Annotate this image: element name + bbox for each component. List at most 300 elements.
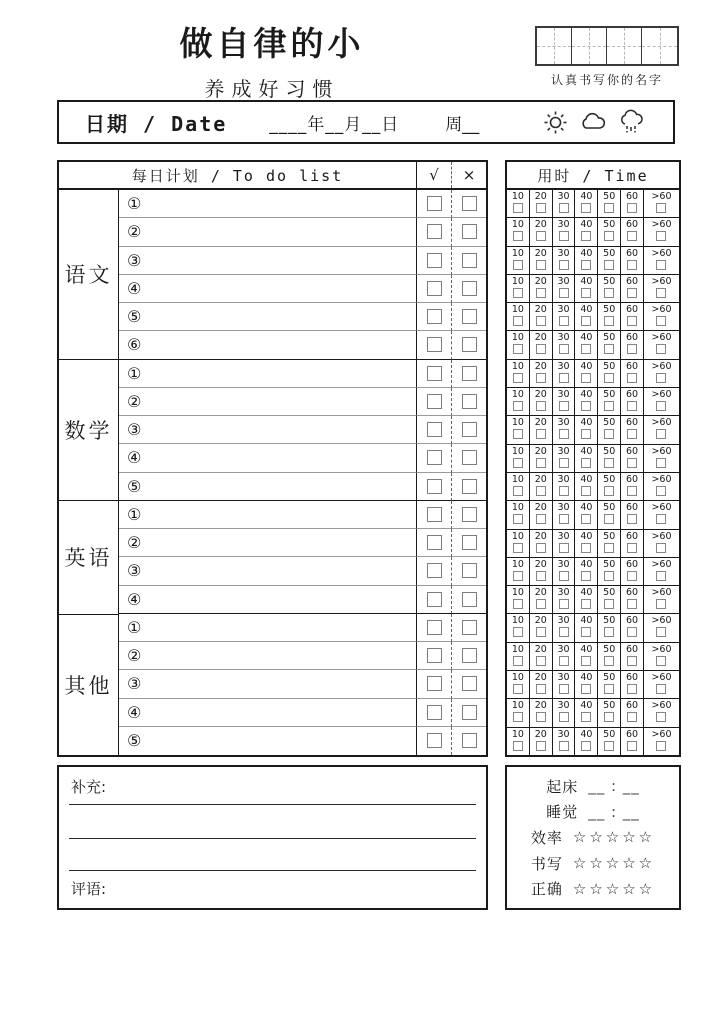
time-slot-label: 10 bbox=[511, 700, 524, 712]
time-slot-checkbox[interactable] bbox=[536, 231, 546, 241]
time-slot-checkbox[interactable] bbox=[559, 344, 569, 354]
todo-item-field[interactable]: ② bbox=[119, 642, 416, 670]
efficiency-label: 效率 bbox=[530, 828, 563, 847]
time-slot-cell bbox=[552, 473, 575, 500]
time-slot-checkbox[interactable] bbox=[604, 288, 614, 298]
todo-missed-cell bbox=[451, 331, 486, 359]
todo-missed-checkbox[interactable] bbox=[462, 422, 477, 437]
time-slot-checkbox[interactable] bbox=[513, 458, 523, 468]
todo-done-checkbox[interactable] bbox=[427, 733, 442, 748]
time-slot-checkbox[interactable] bbox=[536, 373, 546, 383]
time-slot-checkbox[interactable] bbox=[581, 543, 591, 553]
time-slot-checkbox[interactable] bbox=[627, 373, 637, 383]
time-body bbox=[507, 190, 679, 755]
category-label: 英语 bbox=[59, 501, 118, 614]
time-slot-cell bbox=[507, 614, 529, 641]
todo-done-checkbox[interactable] bbox=[427, 450, 442, 465]
time-slot-checkbox[interactable] bbox=[627, 599, 637, 609]
todo-item-field[interactable]: ⑤ bbox=[127, 731, 142, 751]
efficiency-stars[interactable]: ☆☆☆☆☆ bbox=[572, 828, 656, 847]
name-cell[interactable] bbox=[572, 28, 607, 64]
todo-item-row bbox=[119, 473, 486, 501]
todo-missed-cell bbox=[451, 190, 486, 218]
time-slot-label: 60 bbox=[626, 389, 639, 401]
time-slot-checkbox[interactable] bbox=[536, 486, 546, 496]
todo-done-cell bbox=[416, 190, 451, 218]
time-row bbox=[507, 530, 679, 558]
todo-missed-checkbox[interactable] bbox=[462, 253, 477, 268]
time-slot-checkbox[interactable] bbox=[513, 429, 523, 439]
time-slot-checkbox[interactable] bbox=[513, 316, 523, 326]
todo-item-field[interactable]: ⑥ bbox=[119, 331, 416, 359]
time-slot-label: 60 bbox=[626, 304, 639, 316]
time-slot-label: 10 bbox=[511, 360, 524, 372]
time-slot-label: 10 bbox=[511, 530, 524, 542]
time-slot-label: 40 bbox=[580, 304, 593, 316]
time-table bbox=[505, 160, 681, 757]
time-header-title: 用时 / Time bbox=[507, 162, 679, 190]
time-slot-checkbox[interactable] bbox=[536, 288, 546, 298]
todo-done-checkbox[interactable] bbox=[427, 366, 442, 381]
time-slot-checkbox[interactable] bbox=[656, 260, 666, 270]
time-slot-checkbox[interactable] bbox=[604, 741, 614, 751]
todo-item-field[interactable]: ⑤ bbox=[119, 303, 416, 331]
todo-missed-checkbox[interactable] bbox=[462, 507, 477, 522]
time-slot-checkbox[interactable] bbox=[536, 401, 546, 411]
time-slot-checkbox[interactable] bbox=[581, 571, 591, 581]
time-slot-checkbox[interactable] bbox=[604, 514, 614, 524]
time-slot-label: 40 bbox=[580, 445, 593, 457]
todo-done-checkbox[interactable] bbox=[427, 422, 442, 437]
time-slot-checkbox[interactable] bbox=[656, 571, 666, 581]
writing-line[interactable] bbox=[69, 870, 476, 871]
todo-item-field[interactable]: ③ bbox=[119, 247, 416, 275]
time-slot-checkbox[interactable] bbox=[513, 344, 523, 354]
time-slot-checkbox[interactable] bbox=[604, 203, 614, 213]
time-slot-checkbox[interactable] bbox=[581, 514, 591, 524]
time-slot-checkbox[interactable] bbox=[559, 486, 569, 496]
todo-missed-checkbox[interactable] bbox=[462, 705, 477, 720]
time-slot-checkbox[interactable] bbox=[581, 401, 591, 411]
todo-done-checkbox[interactable] bbox=[427, 592, 442, 607]
time-slot-checkbox[interactable] bbox=[604, 373, 614, 383]
time-slot-checkbox[interactable] bbox=[559, 288, 569, 298]
wake-time-field[interactable]: __ : __ bbox=[588, 777, 640, 796]
weekday-blank-field[interactable]: 周__ bbox=[445, 114, 480, 135]
todo-done-cell bbox=[416, 699, 451, 727]
todo-item-row bbox=[119, 275, 486, 303]
time-slot-checkbox[interactable] bbox=[627, 429, 637, 439]
todo-missed-checkbox[interactable] bbox=[462, 196, 477, 211]
todo-missed-checkbox[interactable] bbox=[462, 535, 477, 550]
time-slot-cell bbox=[507, 331, 529, 358]
time-slot-checkbox[interactable] bbox=[604, 712, 614, 722]
time-slot-checkbox[interactable] bbox=[581, 260, 591, 270]
todo-missed-checkbox[interactable] bbox=[462, 309, 477, 324]
time-slot-checkbox[interactable] bbox=[513, 712, 523, 722]
time-slot-label: 40 bbox=[580, 360, 593, 372]
time-slot-cell bbox=[620, 614, 643, 641]
time-slot-checkbox[interactable] bbox=[656, 373, 666, 383]
time-slot-checkbox[interactable] bbox=[513, 684, 523, 694]
todo-missed-checkbox[interactable] bbox=[462, 676, 477, 691]
writing-line[interactable] bbox=[69, 838, 476, 839]
time-slot-checkbox[interactable] bbox=[604, 231, 614, 241]
time-slot-checkbox[interactable] bbox=[536, 712, 546, 722]
time-slot-checkbox[interactable] bbox=[536, 203, 546, 213]
todo-missed-checkbox[interactable] bbox=[462, 563, 477, 578]
time-slot-checkbox[interactable] bbox=[627, 571, 637, 581]
time-slot-label: 30 bbox=[557, 219, 570, 231]
todo-item-field[interactable]: ② bbox=[119, 529, 416, 557]
todo-done-checkbox[interactable] bbox=[427, 337, 442, 352]
time-slot-checkbox[interactable] bbox=[581, 712, 591, 722]
time-slot-checkbox[interactable] bbox=[581, 599, 591, 609]
todo-done-checkbox[interactable] bbox=[427, 620, 442, 635]
todo-done-cell bbox=[416, 247, 451, 275]
todo-item-field[interactable]: ② bbox=[119, 388, 416, 416]
time-slot-checkbox[interactable] bbox=[604, 656, 614, 666]
time-slot-checkbox[interactable] bbox=[581, 684, 591, 694]
time-slot-label: 60 bbox=[626, 587, 639, 599]
todo-missed-checkbox[interactable] bbox=[462, 224, 477, 239]
todo-done-checkbox[interactable] bbox=[427, 253, 442, 268]
time-slot-checkbox[interactable] bbox=[513, 260, 523, 270]
time-slot-checkbox[interactable] bbox=[536, 571, 546, 581]
name-cell[interactable] bbox=[537, 28, 572, 64]
todo-missed-checkbox[interactable] bbox=[462, 592, 477, 607]
time-slot-label: 10 bbox=[511, 191, 524, 202]
todo-item-field[interactable]: ④ bbox=[119, 275, 416, 303]
time-slot-checkbox[interactable] bbox=[656, 684, 666, 694]
time-slot-cell bbox=[507, 275, 529, 302]
time-slot-label: 20 bbox=[534, 587, 547, 599]
time-slot-label: 40 bbox=[580, 615, 593, 627]
time-slot-checkbox[interactable] bbox=[627, 543, 637, 553]
todo-done-checkbox[interactable] bbox=[427, 281, 442, 296]
todo-missed-checkbox[interactable] bbox=[462, 479, 477, 494]
time-slot-checkbox[interactable] bbox=[627, 741, 637, 751]
time-slot-checkbox[interactable] bbox=[627, 316, 637, 326]
time-slot-checkbox[interactable] bbox=[536, 514, 546, 524]
time-slot-checkbox[interactable] bbox=[581, 203, 591, 213]
time-slot-checkbox[interactable] bbox=[604, 684, 614, 694]
todo-missed-checkbox[interactable] bbox=[462, 281, 477, 296]
time-slot-checkbox[interactable] bbox=[656, 344, 666, 354]
time-slot-checkbox[interactable] bbox=[581, 316, 591, 326]
time-slot-checkbox[interactable] bbox=[604, 486, 614, 496]
todo-done-checkbox[interactable] bbox=[427, 535, 442, 550]
time-slot-checkbox[interactable] bbox=[656, 712, 666, 722]
todo-done-checkbox[interactable] bbox=[427, 196, 442, 211]
time-slot-cell bbox=[529, 416, 552, 443]
time-slot-checkbox[interactable] bbox=[604, 260, 614, 270]
time-slot-checkbox[interactable] bbox=[536, 429, 546, 439]
todo-done-checkbox[interactable] bbox=[427, 224, 442, 239]
time-slot-cell bbox=[643, 671, 679, 698]
time-slot-checkbox[interactable] bbox=[559, 712, 569, 722]
todo-missed-checkbox[interactable] bbox=[462, 337, 477, 352]
time-slot-checkbox[interactable] bbox=[559, 656, 569, 666]
time-slot-checkbox[interactable] bbox=[513, 401, 523, 411]
todo-item-field[interactable]: ① bbox=[119, 360, 416, 388]
time-slot-checkbox[interactable] bbox=[627, 231, 637, 241]
time-slot-label: 40 bbox=[580, 643, 593, 655]
todo-done-checkbox[interactable] bbox=[427, 648, 442, 663]
time-slot-checkbox[interactable] bbox=[536, 260, 546, 270]
time-slot-checkbox[interactable] bbox=[513, 288, 523, 298]
time-slot-cell bbox=[574, 275, 597, 302]
todo-item-field[interactable]: ② bbox=[119, 218, 416, 246]
time-slot-cell bbox=[620, 331, 643, 358]
time-slot-checkbox[interactable] bbox=[627, 656, 637, 666]
time-slot-label: 50 bbox=[603, 728, 616, 740]
time-slot-checkbox[interactable] bbox=[656, 514, 666, 524]
time-slot-cell bbox=[574, 501, 597, 528]
todo-missed-checkbox[interactable] bbox=[462, 394, 477, 409]
time-slot-checkbox[interactable] bbox=[559, 231, 569, 241]
time-slot-checkbox[interactable] bbox=[559, 316, 569, 326]
time-slot-checkbox[interactable] bbox=[627, 260, 637, 270]
time-slot-cell bbox=[643, 473, 679, 500]
time-slot-label: 50 bbox=[603, 473, 616, 485]
time-slot-checkbox[interactable] bbox=[559, 543, 569, 553]
time-slot-checkbox[interactable] bbox=[604, 627, 614, 637]
time-slot-checkbox[interactable] bbox=[536, 316, 546, 326]
time-slot-cell bbox=[529, 275, 552, 302]
time-slot-checkbox[interactable] bbox=[513, 627, 523, 637]
time-slot-checkbox[interactable] bbox=[536, 741, 546, 751]
todo-missed-checkbox[interactable] bbox=[462, 648, 477, 663]
todo-item-field[interactable]: ④ bbox=[119, 586, 416, 614]
time-slot-cell bbox=[643, 699, 679, 726]
time-slot-checkbox[interactable] bbox=[627, 684, 637, 694]
time-slot-checkbox[interactable] bbox=[627, 401, 637, 411]
time-row bbox=[507, 218, 679, 246]
sun-icon[interactable] bbox=[542, 109, 569, 136]
time-slot-checkbox[interactable] bbox=[559, 741, 569, 751]
time-slot-checkbox[interactable] bbox=[559, 373, 569, 383]
time-slot-checkbox[interactable] bbox=[513, 599, 523, 609]
time-slot-label: 10 bbox=[511, 304, 524, 316]
time-slot-checkbox[interactable] bbox=[656, 656, 666, 666]
time-slot-checkbox[interactable] bbox=[581, 288, 591, 298]
todo-missed-cell bbox=[451, 727, 486, 755]
time-slot-checkbox[interactable] bbox=[559, 401, 569, 411]
time-slot-cell bbox=[574, 558, 597, 585]
time-slot-checkbox[interactable] bbox=[581, 627, 591, 637]
todo-missed-cell bbox=[451, 473, 486, 501]
todo-item-field[interactable]: ① bbox=[119, 614, 416, 642]
time-slot-cell bbox=[507, 303, 529, 330]
time-slot-checkbox[interactable] bbox=[536, 684, 546, 694]
time-slot-checkbox[interactable] bbox=[581, 429, 591, 439]
todo-item-field[interactable]: ③ bbox=[119, 416, 416, 444]
time-slot-checkbox[interactable] bbox=[604, 429, 614, 439]
todo-done-checkbox[interactable] bbox=[427, 507, 442, 522]
time-slot-checkbox[interactable] bbox=[604, 599, 614, 609]
time-slot-checkbox[interactable] bbox=[581, 458, 591, 468]
todo-item-field[interactable]: ③ bbox=[119, 557, 416, 585]
todo-item-row bbox=[119, 501, 486, 529]
name-cell[interactable] bbox=[607, 28, 642, 64]
time-slot-checkbox[interactable] bbox=[656, 288, 666, 298]
todo-item-field[interactable]: ④ bbox=[119, 444, 416, 472]
weather-icons bbox=[542, 109, 647, 136]
time-slot-checkbox[interactable] bbox=[656, 401, 666, 411]
time-slot-checkbox[interactable] bbox=[604, 401, 614, 411]
time-slot-checkbox[interactable] bbox=[627, 486, 637, 496]
time-slot-checkbox[interactable] bbox=[627, 344, 637, 354]
time-slot-checkbox[interactable] bbox=[536, 458, 546, 468]
time-slot-label: 30 bbox=[557, 445, 570, 457]
time-slot-checkbox[interactable] bbox=[627, 203, 637, 213]
time-slot-checkbox[interactable] bbox=[604, 571, 614, 581]
time-slot-checkbox[interactable] bbox=[513, 543, 523, 553]
time-slot-checkbox[interactable] bbox=[627, 458, 637, 468]
time-slot-cell bbox=[643, 728, 679, 755]
time-slot-checkbox[interactable] bbox=[513, 203, 523, 213]
time-slot-checkbox[interactable] bbox=[536, 656, 546, 666]
todo-item-field[interactable]: ④ bbox=[119, 699, 416, 727]
time-slot-checkbox[interactable] bbox=[656, 486, 666, 496]
time-slot-checkbox[interactable] bbox=[656, 203, 666, 213]
time-slot-checkbox[interactable] bbox=[656, 231, 666, 241]
correctness-stars[interactable]: ☆☆☆☆☆ bbox=[572, 879, 656, 898]
time-slot-checkbox[interactable] bbox=[536, 599, 546, 609]
time-slot-checkbox[interactable] bbox=[581, 656, 591, 666]
time-slot-checkbox[interactable] bbox=[627, 514, 637, 524]
time-slot-checkbox[interactable] bbox=[559, 684, 569, 694]
time-slot-label: 10 bbox=[511, 275, 524, 287]
time-slot-checkbox[interactable] bbox=[627, 712, 637, 722]
name-cell[interactable] bbox=[642, 28, 677, 64]
time-slot-cell bbox=[620, 558, 643, 585]
todo-missed-checkbox[interactable] bbox=[462, 733, 477, 748]
time-slot-checkbox[interactable] bbox=[513, 514, 523, 524]
time-slot-cell bbox=[529, 190, 552, 217]
time-slot-label: 20 bbox=[534, 219, 547, 231]
time-slot-cell bbox=[597, 728, 620, 755]
time-slot-checkbox[interactable] bbox=[581, 373, 591, 383]
todo-header-row bbox=[59, 162, 486, 190]
time-slot-checkbox[interactable] bbox=[656, 543, 666, 553]
cloud-icon[interactable] bbox=[578, 109, 608, 136]
todo-item-field[interactable]: ① bbox=[119, 190, 416, 218]
time-slot-checkbox[interactable] bbox=[513, 741, 523, 751]
time-slot-checkbox[interactable] bbox=[627, 288, 637, 298]
time-slot-checkbox[interactable] bbox=[604, 344, 614, 354]
time-slot-label: 20 bbox=[534, 672, 547, 684]
todo-item-field[interactable]: ③ bbox=[119, 670, 416, 698]
time-slot-checkbox[interactable] bbox=[559, 203, 569, 213]
time-slot-checkbox[interactable] bbox=[656, 627, 666, 637]
todo-item-field[interactable]: ① bbox=[119, 501, 416, 529]
handwriting-stars[interactable]: ☆☆☆☆☆ bbox=[572, 854, 656, 873]
time-slot-label: 10 bbox=[511, 672, 524, 684]
date-blanks-field[interactable]: ____年__月__日 bbox=[269, 114, 400, 135]
time-slot-cell bbox=[597, 530, 620, 557]
time-slot-checkbox[interactable] bbox=[604, 458, 614, 468]
time-slot-checkbox[interactable] bbox=[581, 344, 591, 354]
time-slot-checkbox[interactable] bbox=[581, 486, 591, 496]
time-slot-checkbox[interactable] bbox=[559, 260, 569, 270]
time-slot-label: 40 bbox=[580, 219, 593, 231]
time-slot-checkbox[interactable] bbox=[559, 627, 569, 637]
todo-item-field[interactable]: ⑤ bbox=[119, 473, 416, 501]
time-slot-checkbox[interactable] bbox=[656, 316, 666, 326]
time-slot-cell bbox=[597, 331, 620, 358]
category-label: 其他 bbox=[64, 673, 113, 698]
time-slot-checkbox[interactable] bbox=[536, 627, 546, 637]
time-slot-checkbox[interactable] bbox=[604, 543, 614, 553]
time-slot-checkbox[interactable] bbox=[513, 656, 523, 666]
todo-missed-checkbox[interactable] bbox=[462, 620, 477, 635]
time-slot-cell bbox=[597, 303, 620, 330]
time-slot-checkbox[interactable] bbox=[513, 486, 523, 496]
time-slot-cell bbox=[620, 501, 643, 528]
time-slot-checkbox[interactable] bbox=[581, 741, 591, 751]
rain-icon[interactable] bbox=[617, 109, 647, 136]
time-slot-checkbox[interactable] bbox=[627, 627, 637, 637]
time-slot-checkbox[interactable] bbox=[604, 316, 614, 326]
todo-done-checkbox[interactable] bbox=[427, 563, 442, 578]
missed-column-header: × bbox=[451, 162, 486, 188]
todo-done-checkbox[interactable] bbox=[427, 705, 442, 720]
time-slot-checkbox[interactable] bbox=[559, 514, 569, 524]
todo-done-checkbox[interactable] bbox=[427, 309, 442, 324]
time-slot-label: 10 bbox=[511, 615, 524, 627]
todo-item-row bbox=[119, 699, 486, 727]
todo-done-checkbox[interactable] bbox=[427, 479, 442, 494]
title-block bbox=[57, 18, 487, 102]
time-slot-checkbox[interactable] bbox=[513, 373, 523, 383]
time-slot-label: >60 bbox=[651, 672, 672, 684]
time-slot-checkbox[interactable] bbox=[656, 458, 666, 468]
todo-missed-checkbox[interactable] bbox=[462, 366, 477, 381]
time-slot-checkbox[interactable] bbox=[559, 458, 569, 468]
sleep-time-field[interactable]: __ : __ bbox=[588, 802, 640, 821]
time-slot-checkbox[interactable] bbox=[536, 543, 546, 553]
time-slot-checkbox[interactable] bbox=[559, 429, 569, 439]
time-slot-label: 10 bbox=[511, 587, 524, 599]
time-slot-checkbox[interactable] bbox=[656, 741, 666, 751]
time-slot-label: >60 bbox=[651, 728, 672, 740]
time-slot-label: 10 bbox=[511, 473, 524, 485]
time-slot-checkbox[interactable] bbox=[559, 599, 569, 609]
time-slot-cell bbox=[597, 614, 620, 641]
time-slot-checkbox[interactable] bbox=[656, 429, 666, 439]
time-slot-label: 40 bbox=[580, 728, 593, 740]
time-slot-checkbox[interactable] bbox=[513, 231, 523, 241]
time-slot-checkbox[interactable] bbox=[513, 571, 523, 581]
time-slot-checkbox[interactable] bbox=[581, 231, 591, 241]
name-writing-grid[interactable] bbox=[535, 26, 679, 66]
todo-done-checkbox[interactable] bbox=[427, 676, 442, 691]
time-slot-label: 60 bbox=[626, 700, 639, 712]
time-slot-checkbox[interactable] bbox=[536, 344, 546, 354]
comment-label: 评语: bbox=[71, 880, 107, 898]
time-slot-cell bbox=[574, 728, 597, 755]
todo-missed-checkbox[interactable] bbox=[462, 450, 477, 465]
time-slot-cell bbox=[597, 247, 620, 274]
time-slot-label: 60 bbox=[626, 445, 639, 457]
time-slot-checkbox[interactable] bbox=[656, 599, 666, 609]
writing-line[interactable] bbox=[69, 804, 476, 805]
time-slot-checkbox[interactable] bbox=[559, 571, 569, 581]
todo-done-checkbox[interactable] bbox=[427, 394, 442, 409]
todo-done-cell bbox=[416, 529, 451, 557]
